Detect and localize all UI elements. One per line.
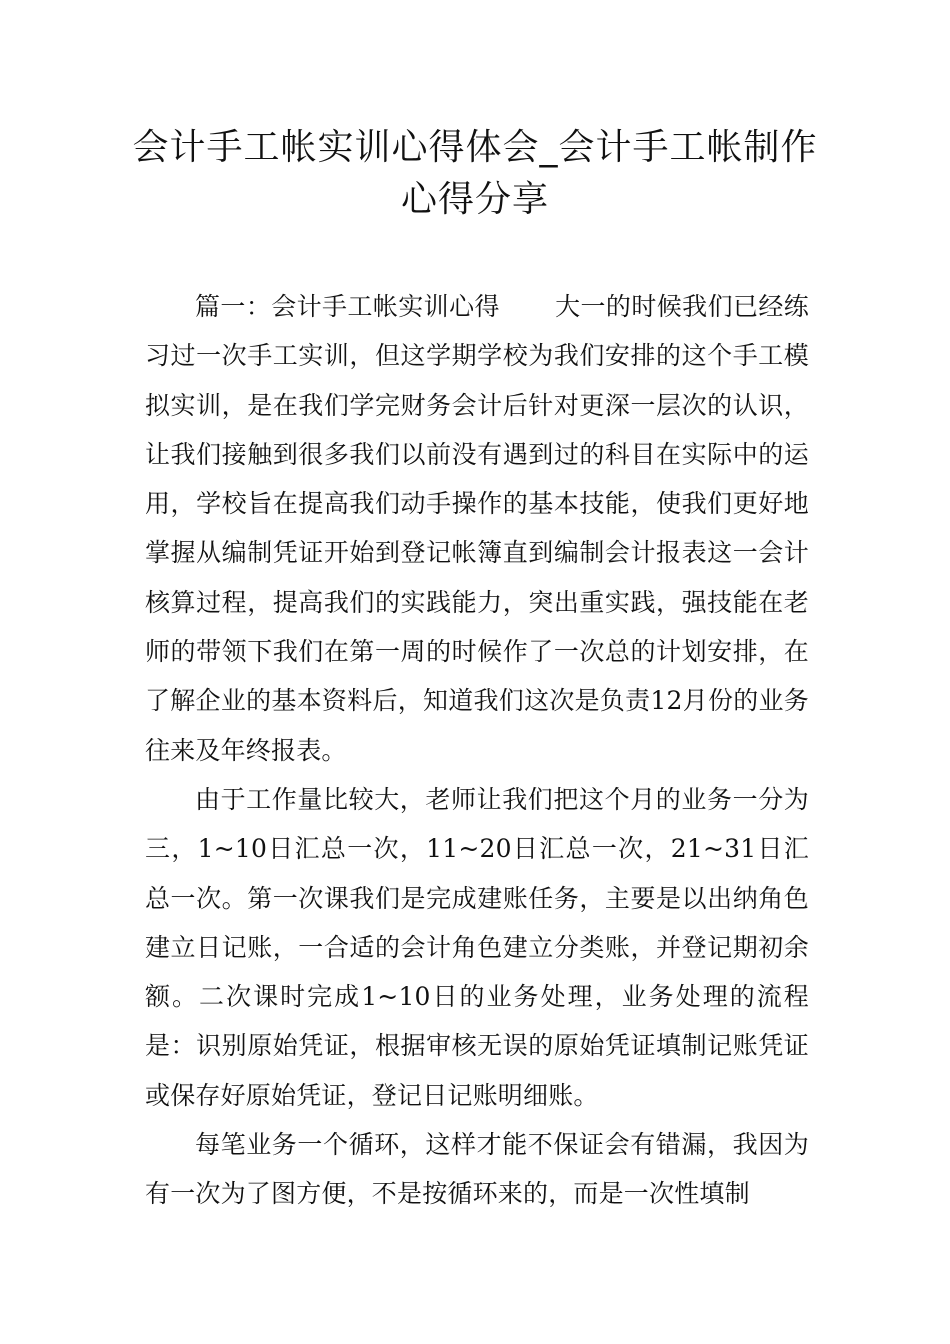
document-title-line-1: 会计手工帐实训心得体会_会计手工帐制作 (132, 127, 818, 168)
document-body (145, 282, 809, 1219)
paragraph-1-heading: 篇一：会计手工帐实训心得 (195, 292, 500, 321)
paragraph-3: 每笔业务一个循环，这样才能不保证会有错漏，我因为有一次为了图方便，不是按循环来的，而是一次性填制 (145, 1130, 809, 1209)
paragraph-2: 由于工作量比较大，老师让我们把这个月的业务一分为三，1~10日汇总一次，11~20日汇总一次，21~31日汇总一次。第一次课我们是完成建账任务，主要是以出纳角色建立日记账，一合适的会计角色建立分类账，并登记期初余额。二次课时完成1~10日的业务处理，业务处理的流程是：识别原始凭证，根据审核无误的原始凭证填制记账凭证或保存好原始凭证，登记日记账明细账。 (145, 784, 809, 1110)
document-title-line-2: 心得分享 (400, 179, 549, 220)
document-title (100, 122, 850, 226)
paragraph-1-text: 大一的时候我们已经练习过一次手工实训，但这学期学校为我们安排的这个手工模拟实训，是在我们学完财务会计后针对更深一层次的认识，让我们接触到很多我们以前没有遇到过的科目在实际中的运用，学校旨在提高我们动手操作的基本技能，使我们更好地掌握从编制凭证开始到登记帐簿直到编制会计报表这一会计核算过程，提高我们的实践能力，突出重实践，强技能在老师的带领下我们在第一周的时候作了一次总的计划安排，在了解企业的基本资料后，知道我们这次是负责12月份的业务往来及年终报表。 (145, 292, 809, 765)
paragraph-1 (145, 282, 809, 775)
